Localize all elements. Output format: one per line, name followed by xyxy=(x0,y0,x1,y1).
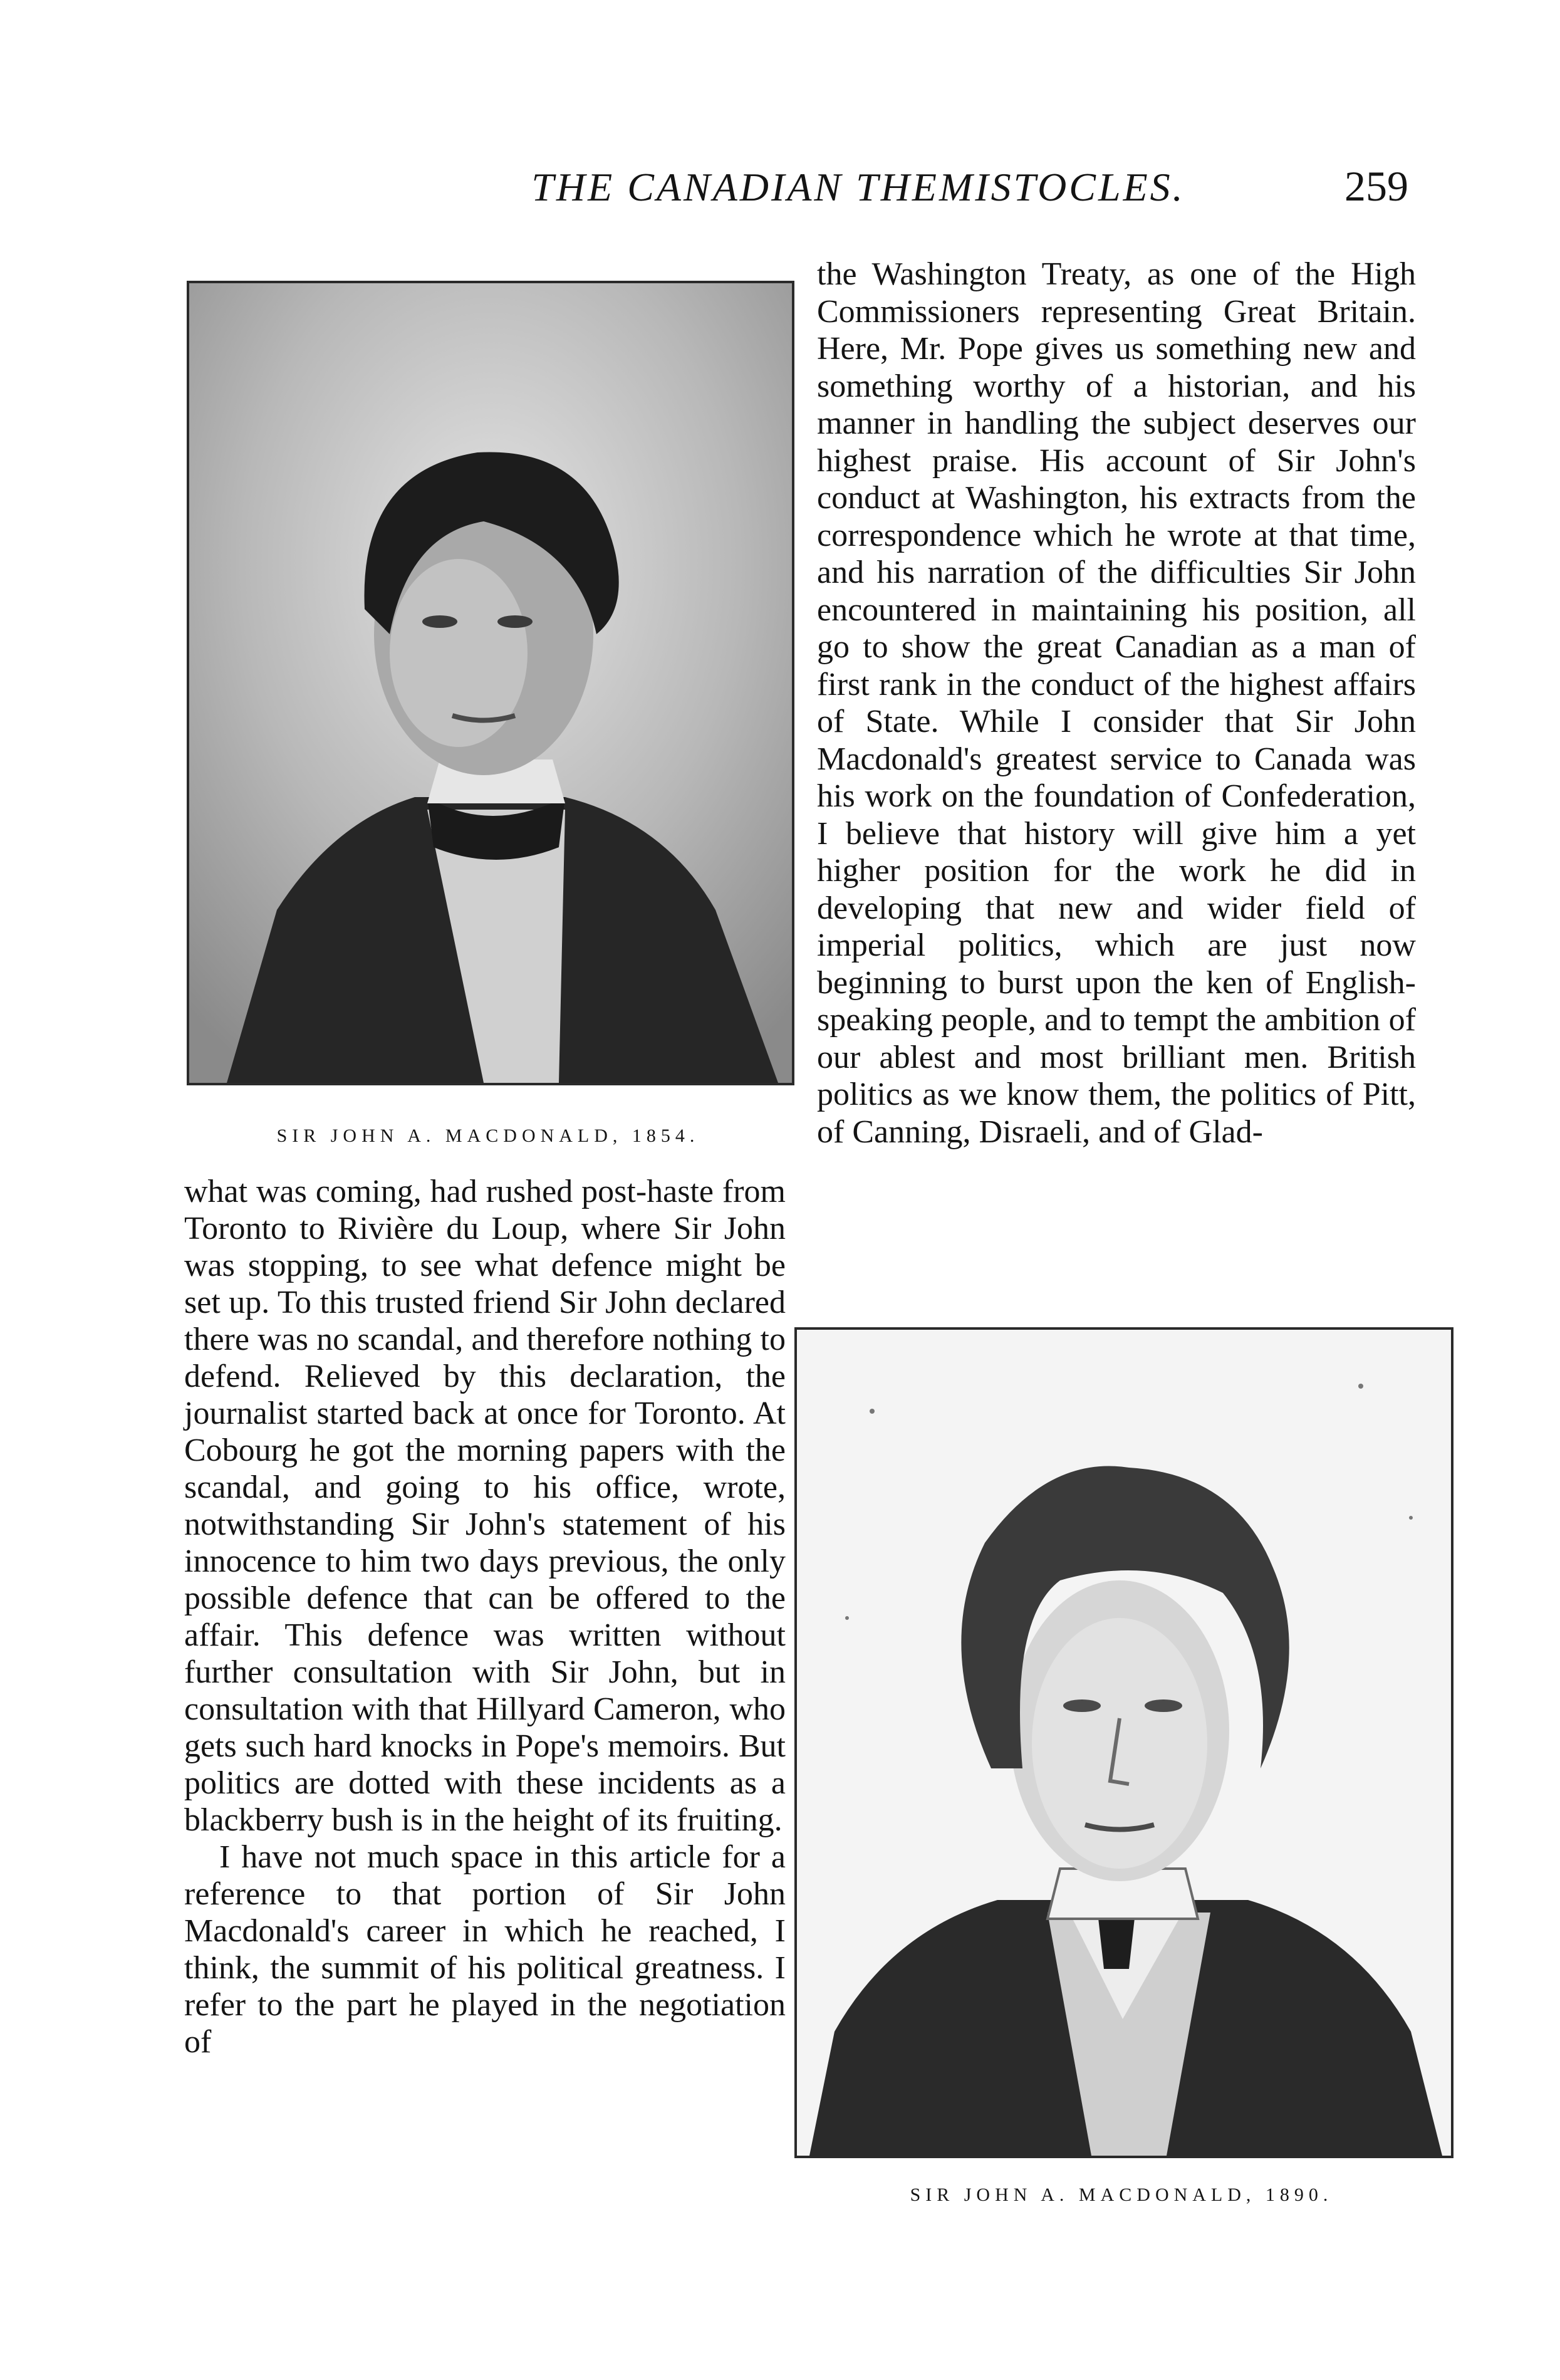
right-column xyxy=(817,256,1416,1151)
figure-caption-1854: SIR JOHN A. MACDONALD, 1854. xyxy=(276,1125,700,1146)
page-number: 259 xyxy=(1344,162,1408,210)
portrait-1890 xyxy=(794,1327,1453,2158)
right-paragraph-1: the Washington Treaty, as one of the High Commissioners representing Great Britain. Here, Mr. Pope gives us something new and something worthy of a historian, and his manner in handling the subject deserves our highest praise. His account of Sir John's conduct at Washington, his extracts from the correspondence which he wrote at that time, and his narration of the difficulties Sir John encountered in maintaining his position, all go to show the great Canadian as a man of first rank in the conduct of the highest affairs of State. While I consider that Sir John Macdonald's greatest service to Canada was his work on the foundation of Confederation, I believe that history will give him a yet higher position for the work he did in developing that new and wider field of imperial politics, which are just now beginning to burst upon the ken of English-speaking people, and to tempt the ambition of our ablest and most brilliant men. British politics as we know them, the politics of Pitt, of Canning, Disraeli, and of Glad- xyxy=(817,256,1416,1150)
figure-caption-1890: SIR JOHN A. MACDONALD, 1890. xyxy=(910,2184,1333,2205)
running-title: THE CANADIAN THEMISTOCLES. xyxy=(531,165,1185,209)
left-paragraph-2: I have not much space in this article for a reference to that portion of Sir John Macdonald's career in which he reached, I think, the summit of his political greatness. I refer to the part he played in the negotiation of xyxy=(184,1839,786,2060)
left-paragraph-1: what was coming, had rushed post-haste from Toronto to Rivière du Loup, where Sir John was stopping, to see what defence might be set up. To this trusted friend Sir John declared there was no scandal, and therefore nothing to defend. Relieved by this declaration, the journalist started back at once for Toronto. At Cobourg he got the morning papers with the scandal, and going to his office, wrote, notwithstanding Sir John's statement of his innocence to him two days previous, the only possible defence that can be offered to the affair. This defence was written without further consultation with Sir John, but in consultation with that Hillyard Cameron, who gets such hard knocks in Pope's memoirs. But politics are dotted with these incidents as a blackberry bush is in the height of its fruiting. xyxy=(184,1174,786,1838)
portrait-1854 xyxy=(187,281,794,1085)
left-column xyxy=(184,1173,786,2060)
